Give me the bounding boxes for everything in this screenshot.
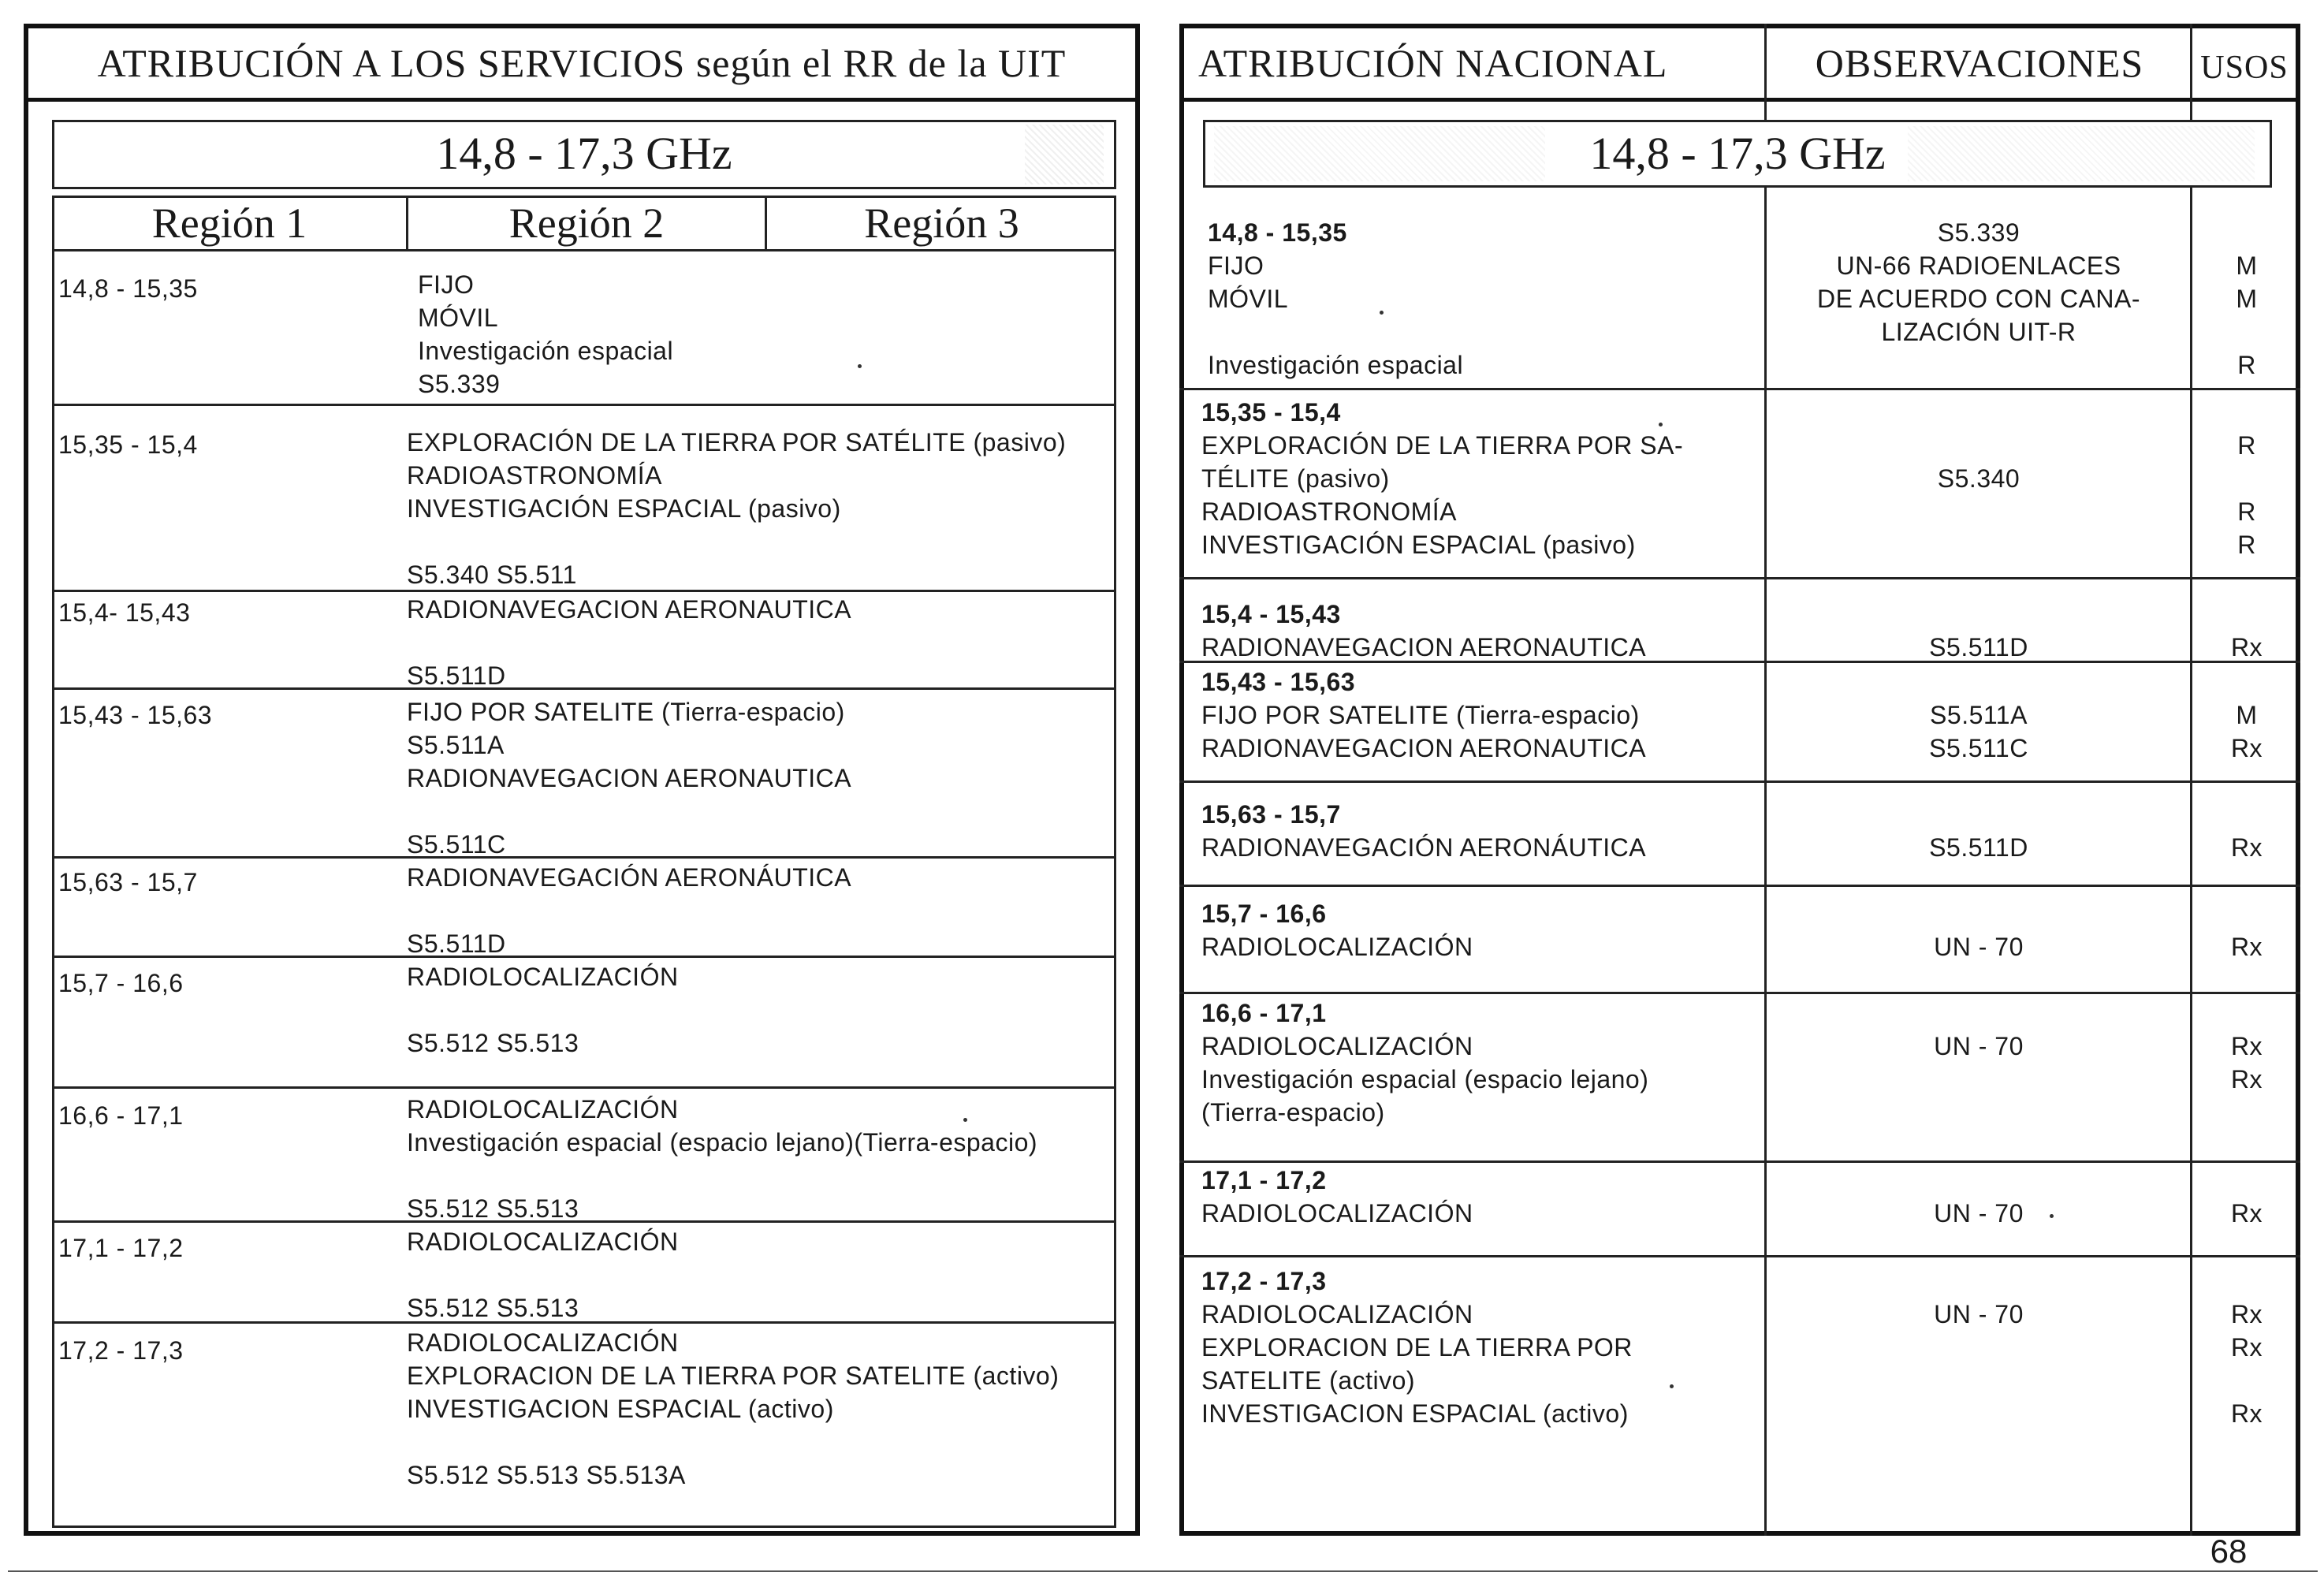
right-row-usos: Rx <box>2230 1065 2263 1093</box>
left-row-range: 15,7 - 16,6 <box>58 969 184 997</box>
right-row-usos: M <box>2236 285 2258 313</box>
left-row-range: 15,63 - 15,7 <box>58 868 198 896</box>
right-col-divider-obs <box>1764 24 1767 1536</box>
left-row-line: S5.511D <box>407 661 506 690</box>
left-row-divider <box>52 590 1116 592</box>
right-row-divider <box>1179 1160 2300 1163</box>
right-row-range: 15,43 - 15,63 <box>1201 668 1356 696</box>
left-row-line: S5.340 S5.511 <box>407 561 577 589</box>
left-row-line: S5.339 <box>418 370 501 398</box>
scan-speck <box>1659 423 1663 427</box>
left-title-divider <box>24 98 1140 102</box>
left-row-line: RADIOLOCALIZACIÓN <box>407 963 679 991</box>
right-row-usos: Rx <box>2230 833 2263 862</box>
scan-speck <box>2050 1214 2054 1218</box>
region-header-divider <box>52 249 1116 251</box>
left-row-divider <box>52 856 1116 859</box>
left-row-line: S5.511D <box>407 929 506 958</box>
scan-speck <box>1380 311 1384 315</box>
left-row-divider <box>52 404 1116 406</box>
region-3-header: Región 3 <box>864 199 1019 247</box>
left-row-divider <box>52 956 1116 958</box>
right-row-usos: R <box>2237 497 2256 526</box>
right-row-line: Investigación espacial (espacio lejano) <box>1201 1065 1649 1093</box>
page-number: 68 <box>2210 1533 2248 1570</box>
right-row-usos: Rx <box>2230 1199 2263 1228</box>
header-observaciones: OBSERVACIONES <box>1815 41 2144 85</box>
left-row-range: 15,35 - 15,4 <box>58 430 198 459</box>
left-panel-title: ATRIBUCIÓN A LOS SERVICIOS según el RR de la UIT <box>97 41 1067 85</box>
header-atribucion-nacional: ATRIBUCIÓN NACIONAL <box>1198 41 1668 85</box>
right-row-obs: S5.511A <box>1930 701 2028 729</box>
right-header-divider <box>1179 98 2300 102</box>
right-row-range: 15,4 - 15,43 <box>1201 600 1341 628</box>
left-row-range: 17,1 - 17,2 <box>58 1234 184 1262</box>
right-row-line: RADIOLOCALIZACIÓN <box>1201 1300 1473 1328</box>
right-row-usos: Rx <box>2230 1300 2263 1328</box>
right-band-label: 14,8 - 17,3 GHz <box>1589 128 1886 179</box>
right-row-line: RADIOASTRONOMÍA <box>1201 497 1457 526</box>
right-row-range: 17,2 - 17,3 <box>1201 1267 1327 1295</box>
left-row-range: 16,6 - 17,1 <box>58 1101 184 1130</box>
left-row-range: 17,2 - 17,3 <box>58 1336 184 1365</box>
header-usos: USOS <box>2200 50 2289 86</box>
right-row-divider <box>1179 1255 2300 1257</box>
right-row-range: 15,63 - 15,7 <box>1201 800 1341 829</box>
left-row-line: S5.511A <box>407 731 505 759</box>
right-row-line: EXPLORACION DE LA TIERRA POR <box>1201 1333 1633 1362</box>
right-row-usos: R <box>2237 531 2256 559</box>
left-row-divider <box>52 1086 1116 1089</box>
scan-speck <box>963 1118 967 1122</box>
right-row-usos: R <box>2237 431 2256 460</box>
right-row-line: (Tierra-espacio) <box>1201 1098 1385 1127</box>
right-row-obs: UN - 70 <box>1934 1300 2024 1328</box>
left-row-divider <box>52 1321 1116 1324</box>
right-row-divider <box>1179 388 2300 390</box>
right-row-obs: S5.511D <box>1929 633 2028 661</box>
region-1-header: Región 1 <box>151 199 307 247</box>
right-row-line: TÉLITE (pasivo) <box>1201 464 1390 493</box>
right-row-line: EXPLORACIÓN DE LA TIERRA POR SA- <box>1201 431 1684 460</box>
left-row-range: 15,4- 15,43 <box>58 598 191 627</box>
right-col-divider-usos <box>2190 24 2192 1536</box>
left-row-line: RADIONAVEGACIÓN AERONÁUTICA <box>407 863 852 892</box>
right-row-usos: Rx <box>2230 633 2263 661</box>
right-row-line: MÓVIL <box>1208 285 1289 313</box>
right-row-usos: R <box>2237 351 2256 379</box>
right-row-line: INVESTIGACIÓN ESPACIAL (pasivo) <box>1201 531 1636 559</box>
left-row-range: 14,8 - 15,35 <box>58 274 198 303</box>
right-row-line: Investigación espacial <box>1208 351 1464 379</box>
right-row-obs: S5.339 <box>1937 218 2020 247</box>
left-row-line: INVESTIGACIÓN ESPACIAL (pasivo) <box>407 494 841 523</box>
right-row-range: 16,6 - 17,1 <box>1201 999 1327 1027</box>
right-row-obs: UN - 70 <box>1934 1199 2024 1228</box>
right-row-line: RADIOLOCALIZACIÓN <box>1201 1199 1473 1228</box>
right-row-usos: M <box>2236 251 2258 280</box>
right-row-usos: Rx <box>2230 1333 2263 1362</box>
right-row-line: INVESTIGACION ESPACIAL (activo) <box>1201 1399 1629 1428</box>
left-row-line: RADIOLOCALIZACIÓN <box>407 1095 679 1123</box>
left-row-line: RADIONAVEGACION AERONAUTICA <box>407 764 852 792</box>
left-row-line: RADIOLOCALIZACIÓN <box>407 1328 679 1357</box>
right-row-obs: UN - 70 <box>1934 933 2024 961</box>
left-row-line: Investigación espacial <box>418 337 674 365</box>
right-row-line: RADIONAVEGACION AERONAUTICA <box>1201 734 1647 762</box>
right-row-divider <box>1179 885 2300 887</box>
right-row-obs: DE ACUERDO CON CANA- <box>1816 285 2141 313</box>
left-row-divider <box>52 1220 1116 1223</box>
right-row-obs: UN-66 RADIOENLACES <box>1836 251 2121 280</box>
left-row-line: S5.511C <box>407 830 506 859</box>
right-row-range: 15,35 - 15,4 <box>1201 398 1341 427</box>
left-row-line: INVESTIGACION ESPACIAL (activo) <box>407 1395 834 1423</box>
left-row-divider <box>52 687 1116 690</box>
right-row-obs: UN - 70 <box>1934 1032 2024 1060</box>
right-row-obs: LIZACIÓN UIT-R <box>1881 318 2076 346</box>
left-row-line: S5.512 S5.513 <box>407 1029 579 1057</box>
right-row-line: RADIONAVEGACION AERONAUTICA <box>1201 633 1647 661</box>
right-row-obs: S5.511C <box>1929 734 2028 762</box>
right-row-line: RADIONAVEGACIÓN AERONÁUTICA <box>1201 833 1647 862</box>
right-row-obs: S5.511D <box>1929 833 2028 862</box>
right-row-usos: Rx <box>2230 1032 2263 1060</box>
left-row-line: S5.512 S5.513 S5.513A <box>407 1461 686 1489</box>
region-2-header: Región 2 <box>508 199 665 247</box>
right-row-range: 14,8 - 15,35 <box>1208 218 1347 247</box>
left-band-label: 14,8 - 17,3 GHz <box>436 128 732 179</box>
left-row-line: MÓVIL <box>418 304 499 332</box>
left-row-line: S5.512 S5.513 <box>407 1294 579 1322</box>
scan-speck <box>858 364 862 368</box>
left-row-line: RADIONAVEGACION AERONAUTICA <box>407 595 852 624</box>
left-row-range: 15,43 - 15,63 <box>58 701 213 729</box>
right-row-line: FIJO POR SATELITE (Tierra-espacio) <box>1201 701 1640 729</box>
footer-rule <box>8 1570 2318 1572</box>
left-row-line: FIJO <box>418 270 475 299</box>
left-row-line: FIJO POR SATELITE (Tierra-espacio) <box>407 698 845 726</box>
right-row-divider <box>1179 577 2300 579</box>
right-row-usos: M <box>2236 701 2258 729</box>
right-row-divider <box>1179 992 2300 994</box>
right-row-divider <box>1179 780 2300 783</box>
left-row-line: EXPLORACION DE LA TIERRA POR SATELITE (activo) <box>407 1362 1060 1390</box>
left-row-line: S5.512 S5.513 <box>407 1194 579 1223</box>
right-row-usos: Rx <box>2230 1399 2263 1428</box>
right-row-line: FIJO <box>1208 251 1264 280</box>
right-row-range: 15,7 - 16,6 <box>1201 900 1327 928</box>
right-row-line: SATELITE (activo) <box>1201 1366 1416 1395</box>
right-row-usos: Rx <box>2230 734 2263 762</box>
right-row-line: RADIOLOCALIZACIÓN <box>1201 933 1473 961</box>
left-row-line: EXPLORACIÓN DE LA TIERRA POR SATÉLITE (pasivo) <box>407 428 1067 456</box>
left-row-line: Investigación espacial (espacio lejano)(Tierra-espacio) <box>407 1128 1038 1157</box>
right-row-range: 17,1 - 17,2 <box>1201 1166 1327 1194</box>
right-row-line: RADIOLOCALIZACIÓN <box>1201 1032 1473 1060</box>
right-row-obs: S5.340 <box>1937 464 2020 493</box>
left-row-line: RADIOLOCALIZACIÓN <box>407 1228 679 1256</box>
right-row-usos: Rx <box>2230 933 2263 961</box>
left-row-line: RADIOASTRONOMÍA <box>407 461 662 490</box>
scan-speck <box>1670 1384 1674 1388</box>
